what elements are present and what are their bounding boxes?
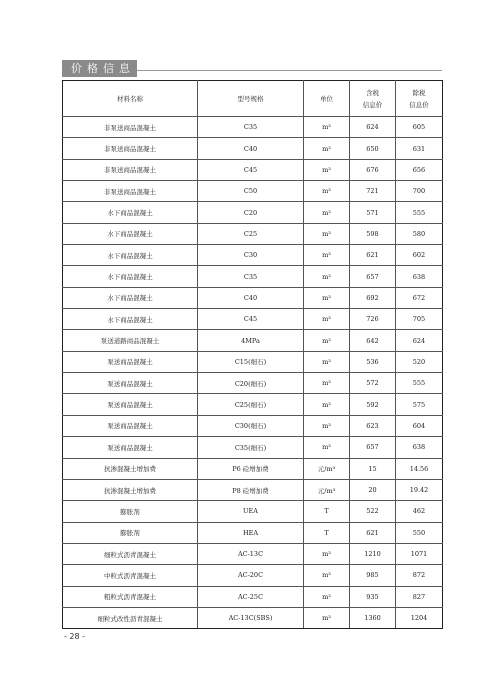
header-spec: 型号规格 xyxy=(198,81,304,117)
table-row xyxy=(63,330,443,351)
cell-tax-excluded-price: 631 xyxy=(396,138,443,159)
table-row xyxy=(63,394,443,415)
cell-tax-excluded-price: 580 xyxy=(396,223,443,244)
cell-tax-excluded-price: 602 xyxy=(396,245,443,266)
cell-tax-excluded-price: 656 xyxy=(396,159,443,180)
cell-unit: m³ xyxy=(304,266,350,287)
table-row xyxy=(63,607,443,628)
cell-spec: C35 xyxy=(198,266,304,287)
table-row xyxy=(63,522,443,543)
cell-material-name: 膨胀剂 xyxy=(63,501,198,522)
cell-tax-included-price: 657 xyxy=(350,437,396,458)
cell-unit: T xyxy=(304,501,350,522)
cell-material-name: 泵送商品混凝土 xyxy=(63,394,198,415)
cell-unit: m³ xyxy=(304,565,350,586)
cell-tax-included-price: 985 xyxy=(350,565,396,586)
cell-spec: C25(细石) xyxy=(198,394,304,415)
header-unit: 单位 xyxy=(304,81,350,117)
cell-unit: m³ xyxy=(304,223,350,244)
cell-tax-included-price: 20 xyxy=(350,479,396,500)
header-material-name: 材料名称 xyxy=(63,81,198,117)
cell-material-name: 细粒式沥青混凝土 xyxy=(63,543,198,564)
cell-material-name: 泵送商品混凝土 xyxy=(63,437,198,458)
cell-tax-excluded-price: 872 xyxy=(396,565,443,586)
cell-unit: m³ xyxy=(304,245,350,266)
table-header-row xyxy=(63,81,443,117)
cell-spec: 4MPa xyxy=(198,330,304,351)
header-tax-included-line1: 含税 xyxy=(366,88,379,97)
header-tax-included xyxy=(350,81,396,117)
cell-material-name: 水下商品混凝土 xyxy=(63,223,198,244)
cell-tax-included-price: 642 xyxy=(350,330,396,351)
table-row xyxy=(63,245,443,266)
cell-spec: C45 xyxy=(198,309,304,330)
cell-tax-included-price: 15 xyxy=(350,458,396,479)
cell-unit: m³ xyxy=(304,202,350,223)
table-row xyxy=(63,223,443,244)
cell-tax-included-price: 721 xyxy=(350,181,396,202)
cell-material-name: 膨胀剂 xyxy=(63,522,198,543)
cell-tax-excluded-price: 705 xyxy=(396,309,443,330)
cell-tax-excluded-price: 605 xyxy=(396,117,443,138)
table-row xyxy=(63,309,443,330)
cell-spec: C50 xyxy=(198,181,304,202)
cell-tax-included-price: 624 xyxy=(350,117,396,138)
cell-material-name: 水下商品混凝土 xyxy=(63,287,198,308)
cell-unit: m³ xyxy=(304,159,350,180)
section-title: 价格信息 xyxy=(62,60,137,77)
cell-unit: m³ xyxy=(304,543,350,564)
cell-spec: C25 xyxy=(198,223,304,244)
price-table xyxy=(62,80,443,629)
cell-unit: m³ xyxy=(304,351,350,372)
table-row xyxy=(63,586,443,607)
cell-tax-excluded-price: 520 xyxy=(396,351,443,372)
cell-material-name: 抗渗混凝土增加费 xyxy=(63,479,198,500)
cell-tax-included-price: 598 xyxy=(350,223,396,244)
cell-tax-excluded-price: 14.56 xyxy=(396,458,443,479)
cell-material-name: 水下商品混凝土 xyxy=(63,309,198,330)
table-row xyxy=(63,543,443,564)
cell-tax-excluded-price: 1204 xyxy=(396,607,443,628)
cell-spec: C40 xyxy=(198,287,304,308)
cell-tax-excluded-price: 555 xyxy=(396,202,443,223)
cell-tax-excluded-price: 638 xyxy=(396,437,443,458)
cell-spec: AC-25C xyxy=(198,586,304,607)
cell-unit: m³ xyxy=(304,373,350,394)
cell-spec: AC-13C(SBS) xyxy=(198,607,304,628)
cell-unit: m³ xyxy=(304,287,350,308)
cell-tax-included-price: 935 xyxy=(350,586,396,607)
cell-spec: UEA xyxy=(198,501,304,522)
cell-spec: AC-20C xyxy=(198,565,304,586)
cell-unit: m³ xyxy=(304,138,350,159)
cell-tax-included-price: 621 xyxy=(350,245,396,266)
cell-material-name: 非泵送商品混凝土 xyxy=(63,159,198,180)
table-row xyxy=(63,287,443,308)
cell-tax-included-price: 571 xyxy=(350,202,396,223)
cell-unit: 元/m³ xyxy=(304,479,350,500)
cell-tax-included-price: 676 xyxy=(350,159,396,180)
cell-unit: m³ xyxy=(304,181,350,202)
cell-tax-included-price: 623 xyxy=(350,415,396,436)
table-row xyxy=(63,565,443,586)
cell-tax-excluded-price: 555 xyxy=(396,373,443,394)
cell-material-name: 抗渗混凝土增加费 xyxy=(63,458,198,479)
cell-spec: C35 xyxy=(198,117,304,138)
cell-material-name: 非泵送商品混凝土 xyxy=(63,181,198,202)
cell-material-name: 水下商品混凝土 xyxy=(63,245,198,266)
table-row xyxy=(63,415,443,436)
header-tax-excluded-line1: 除税 xyxy=(412,88,426,97)
header-tax-excluded xyxy=(396,81,443,117)
cell-tax-excluded-price: 672 xyxy=(396,287,443,308)
cell-material-name: 泵送商品混凝土 xyxy=(63,415,198,436)
cell-tax-included-price: 1360 xyxy=(350,607,396,628)
cell-tax-excluded-price: 462 xyxy=(396,501,443,522)
cell-tax-excluded-price: 700 xyxy=(396,181,443,202)
cell-tax-included-price: 572 xyxy=(350,373,396,394)
cell-spec: HEA xyxy=(198,522,304,543)
cell-spec: C15(细石) xyxy=(198,351,304,372)
cell-tax-excluded-price: 19.42 xyxy=(396,479,443,500)
cell-material-name: 泵送商品混凝土 xyxy=(63,351,198,372)
cell-tax-included-price: 592 xyxy=(350,394,396,415)
cell-unit: m³ xyxy=(304,330,350,351)
table-row xyxy=(63,373,443,394)
cell-unit: m³ xyxy=(304,607,350,628)
table-row xyxy=(63,437,443,458)
table-row xyxy=(63,117,443,138)
cell-tax-included-price: 692 xyxy=(350,287,396,308)
cell-spec: C45 xyxy=(198,159,304,180)
header-rule xyxy=(137,70,442,71)
table-row xyxy=(63,138,443,159)
cell-material-name: 水下商品混凝土 xyxy=(63,202,198,223)
cell-spec: AC-13C xyxy=(198,543,304,564)
cell-unit: m³ xyxy=(304,586,350,607)
cell-tax-excluded-price: 638 xyxy=(396,266,443,287)
table-row xyxy=(63,351,443,372)
cell-material-name: 水下商品混凝土 xyxy=(63,266,198,287)
cell-unit: m³ xyxy=(304,309,350,330)
table-row xyxy=(63,266,443,287)
cell-tax-included-price: 657 xyxy=(350,266,396,287)
cell-unit: m³ xyxy=(304,415,350,436)
cell-spec: P8 砼增加费 xyxy=(198,479,304,500)
cell-spec: C30(细石) xyxy=(198,415,304,436)
cell-tax-included-price: 621 xyxy=(350,522,396,543)
table-row xyxy=(63,202,443,223)
cell-material-name: 非泵送商品混凝土 xyxy=(63,138,198,159)
table-row xyxy=(63,159,443,180)
cell-spec: C40 xyxy=(198,138,304,159)
cell-material-name: 中粒式沥青混凝土 xyxy=(63,565,198,586)
cell-tax-excluded-price: 604 xyxy=(396,415,443,436)
cell-tax-excluded-price: 827 xyxy=(396,586,443,607)
cell-material-name: 粗粒式沥青混凝土 xyxy=(63,586,198,607)
table-row xyxy=(63,181,443,202)
table-row xyxy=(63,479,443,500)
cell-tax-excluded-price: 550 xyxy=(396,522,443,543)
cell-tax-excluded-price: 624 xyxy=(396,330,443,351)
cell-material-name: 泵送商品混凝土 xyxy=(63,373,198,394)
cell-material-name: 非泵送商品混凝土 xyxy=(63,117,198,138)
table-row xyxy=(63,458,443,479)
cell-tax-excluded-price: 575 xyxy=(396,394,443,415)
header-tax-excluded-line2: 信息价 xyxy=(409,100,429,109)
cell-tax-included-price: 536 xyxy=(350,351,396,372)
cell-unit: T xyxy=(304,522,350,543)
cell-tax-included-price: 1210 xyxy=(350,543,396,564)
cell-tax-included-price: 522 xyxy=(350,501,396,522)
cell-spec: C35(细石) xyxy=(198,437,304,458)
page-number: - 28 - xyxy=(64,632,86,641)
cell-tax-included-price: 650 xyxy=(350,138,396,159)
table-row xyxy=(63,501,443,522)
cell-material-name: 细粒式改性沥青混凝土 xyxy=(63,607,198,628)
cell-unit: 元/m³ xyxy=(304,458,350,479)
cell-material-name: 泵送道路商品混凝土 xyxy=(63,330,198,351)
cell-unit: m³ xyxy=(304,437,350,458)
cell-spec: C20 xyxy=(198,202,304,223)
header-tax-included-line2: 信息价 xyxy=(362,100,383,109)
cell-unit: m³ xyxy=(304,117,350,138)
cell-spec: C20(细石) xyxy=(198,373,304,394)
cell-spec: C30 xyxy=(198,245,304,266)
cell-tax-included-price: 726 xyxy=(350,309,396,330)
cell-tax-excluded-price: 1071 xyxy=(396,543,443,564)
cell-spec: P6 砼增加费 xyxy=(198,458,304,479)
cell-unit: m³ xyxy=(304,394,350,415)
